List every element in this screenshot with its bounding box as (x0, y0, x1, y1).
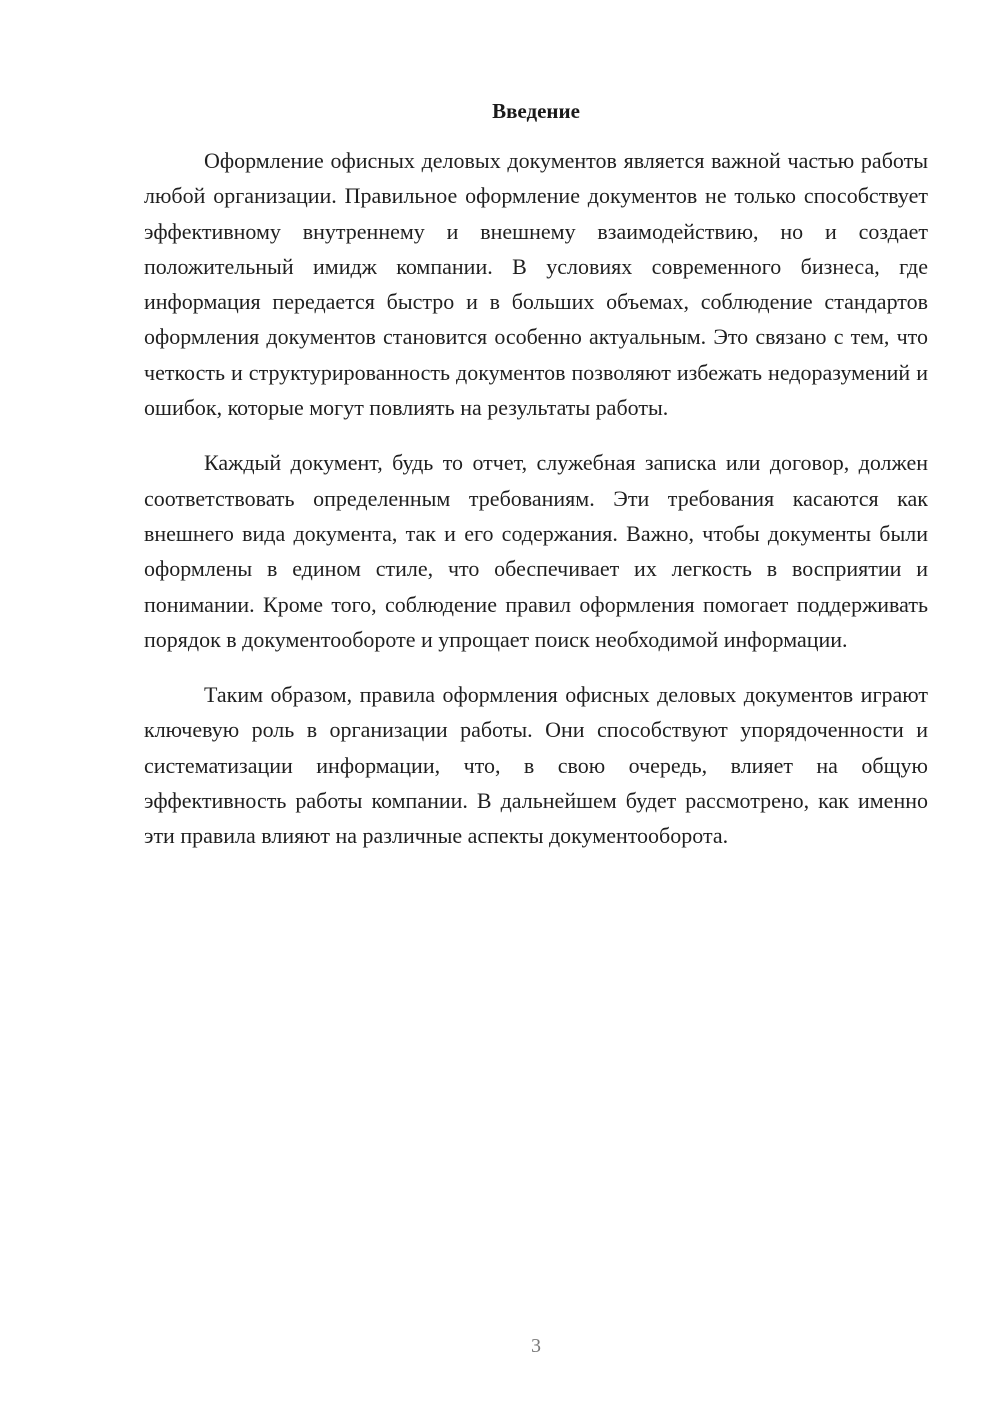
paragraph-intro: Оформление офисных деловых документов является важной частью работы любой организации. Правильное оформление документов не только способствует эффективному внутреннему и внешнему взаимодействию, но и создает положительный имидж компании. В условиях современного бизнеса, где информация передается быстро и в больших объемах, соблюдение стандартов оформления документов становится особенно актуальным. Это связано с тем, что четкость и структурированность документов позволяют избежать недоразумений и ошибок, которые могут повлиять на результаты работы. (144, 148, 928, 421)
document-body (144, 143, 928, 874)
paragraph-requirements: Каждый документ, будь то отчет, служебная записка или договор, должен соответствовать определенным требованиям. Эти требования касаются как внешнего вида документа, так и его содержания. Важно, чтобы документы были оформлены в едином стиле, что обеспечивает их легкость в восприятии и понимании. Кроме того, соблюдение правил оформления помогает поддерживать порядок в документообороте и упрощает поиск необходимой информации. (144, 450, 928, 652)
section-title: Введение (492, 99, 580, 123)
paragraph-conclusion: Таким образом, правила оформления офисных деловых документов играют ключевую роль в организации работы. Они способствуют упорядоченности и систематизации информации, что, в свою очередь, влияет на общую эффективность работы компании. В дальнейшем будет рассмотрено, как именно эти правила влияют на различные аспекты документооборота. (144, 682, 928, 849)
page-number: 3 (531, 1335, 541, 1357)
